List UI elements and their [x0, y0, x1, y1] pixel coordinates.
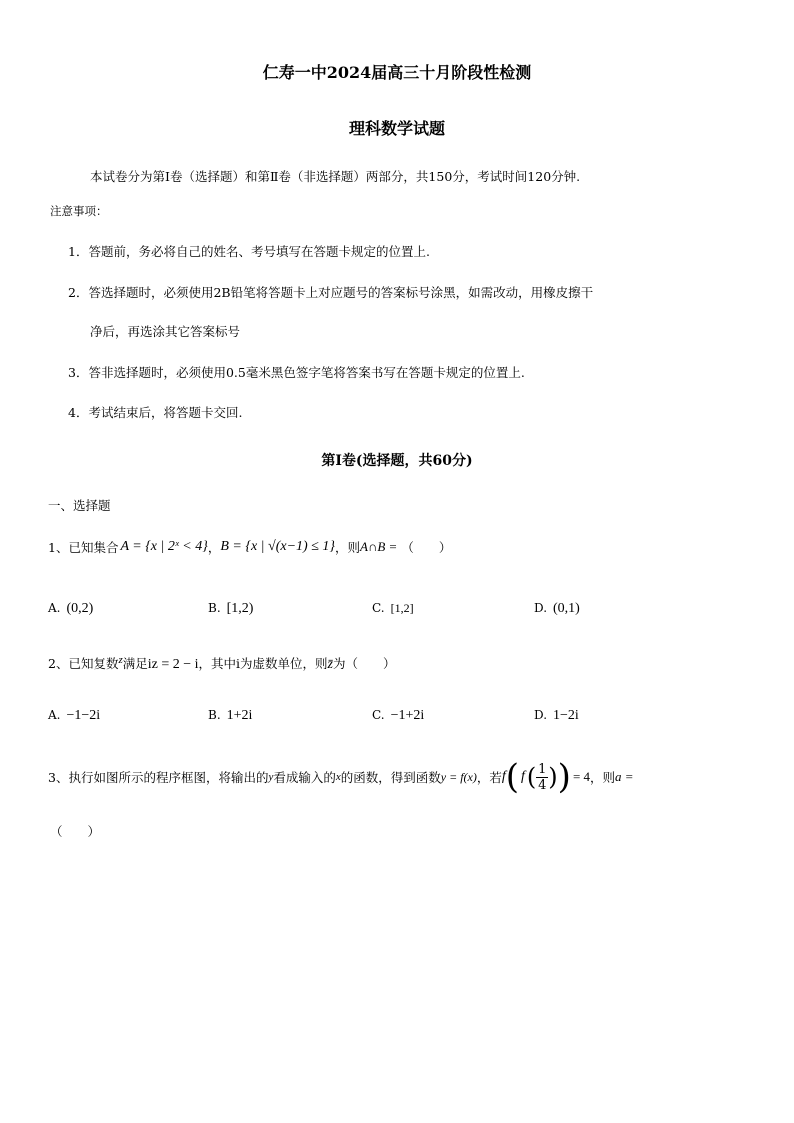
option-b	[208, 704, 252, 724]
question-2-text: 为（ ）	[333, 656, 396, 671]
intersection-expression: A∩B =	[360, 539, 398, 554]
var-y: y	[268, 771, 274, 783]
fraction-numerator: 1	[538, 761, 547, 777]
question-2-text: ，其中i为虚数单位，则	[198, 656, 328, 671]
z-conjugate: z̄	[327, 657, 333, 672]
option-d	[534, 704, 579, 724]
option-letter: D.	[534, 601, 548, 615]
option-value: (0,2)	[66, 601, 94, 616]
question-3-text: ，则	[590, 770, 616, 785]
option-letter: A.	[48, 601, 61, 615]
option-letter: B.	[208, 708, 221, 722]
option-letter: C.	[372, 708, 385, 722]
a-equals: a =	[615, 769, 634, 784]
question-3-text: 的函数，得到函数	[340, 770, 441, 785]
question-3	[48, 757, 634, 797]
right-paren: )	[557, 757, 571, 797]
var-z: z	[118, 654, 123, 666]
option-letter: D.	[534, 708, 548, 722]
intro-text: 本试卷分为第Ⅰ卷（选择题）和第Ⅱ卷（非选择题）两部分，共150分，考试时间120分钟.	[90, 169, 581, 184]
option-a	[48, 597, 93, 617]
question-2-text: 满足	[122, 656, 148, 671]
note-item-continued: 净后，再选涂其它答案标号	[90, 324, 241, 339]
option-c	[372, 704, 424, 724]
question-1-prefix: 1、已知集合	[48, 540, 119, 555]
option-d	[534, 597, 580, 617]
question-2-text: 2、已知复数	[48, 656, 119, 671]
question-3-text: ，若	[476, 770, 502, 785]
option-b	[208, 597, 253, 617]
part-heading: 一、选择题	[48, 498, 111, 513]
note-item: 4．考试结束后，将答题卡交回.	[68, 405, 243, 420]
equation: iz = 2 − i	[147, 657, 199, 672]
set-b-expression: B = {x | √(x−1) ≤ 1}	[220, 539, 335, 554]
option-value: (0,1)	[553, 601, 580, 616]
answer-paren: （ ）	[50, 824, 101, 839]
note-item: 2．答选择题时，必须使用2B铅笔将答题卡上对应题号的答案标号涂黑，如需改动，用橡皮擦干	[68, 285, 594, 300]
fraction-denominator: 4	[538, 777, 547, 793]
option-value: −1−2i	[66, 708, 101, 723]
option-value: −1+2i	[390, 708, 425, 723]
answer-paren: （ ）	[401, 540, 452, 555]
f-outer: f	[501, 769, 506, 784]
left-paren: (	[505, 757, 520, 797]
option-value: 1+2i	[226, 708, 253, 723]
option-value: [1,2)	[226, 601, 254, 616]
f-inner: f	[521, 769, 525, 784]
left-paren: (	[526, 763, 537, 791]
equals-value: = 4	[572, 769, 591, 784]
option-letter: A.	[48, 708, 61, 722]
notes-heading: 注意事项：	[50, 204, 108, 218]
option-c	[372, 597, 414, 616]
right-paren: )	[548, 763, 558, 791]
var-x: x	[335, 771, 341, 783]
option-value: [1,2]	[390, 601, 414, 615]
option-letter: B.	[208, 601, 221, 615]
section-title: 第Ⅰ卷(选择题，共60分)	[321, 453, 473, 469]
function-expression: y = f(x)	[440, 769, 477, 784]
option-a	[48, 704, 100, 724]
option-letter: C.	[372, 601, 385, 615]
note-item: 1．答题前，务必将自己的姓名、考号填写在答题卡规定的位置上.	[68, 244, 430, 259]
question-3-text: 3、执行如图所示的程序框图，将输出的	[48, 770, 269, 785]
page-title: 仁寿一中2024届高三十月阶段性检测	[262, 63, 532, 82]
question-1-comma: ，	[207, 540, 221, 555]
page-subtitle: 理科数学试题	[348, 119, 445, 138]
option-value: 1−2i	[553, 708, 579, 723]
fraction	[536, 762, 548, 793]
question-3-text: 看成输入的	[273, 770, 336, 785]
note-item: 3．答非选择题时，必须使用0.5毫米黑色签字笔将答案书写在答题卡规定的位置上.	[68, 365, 525, 380]
question-2	[48, 654, 396, 673]
question-1	[48, 538, 451, 556]
question-1-ask: ，则	[335, 540, 361, 555]
set-a-expression: A = {x | 2ˣ < 4}	[120, 539, 208, 554]
